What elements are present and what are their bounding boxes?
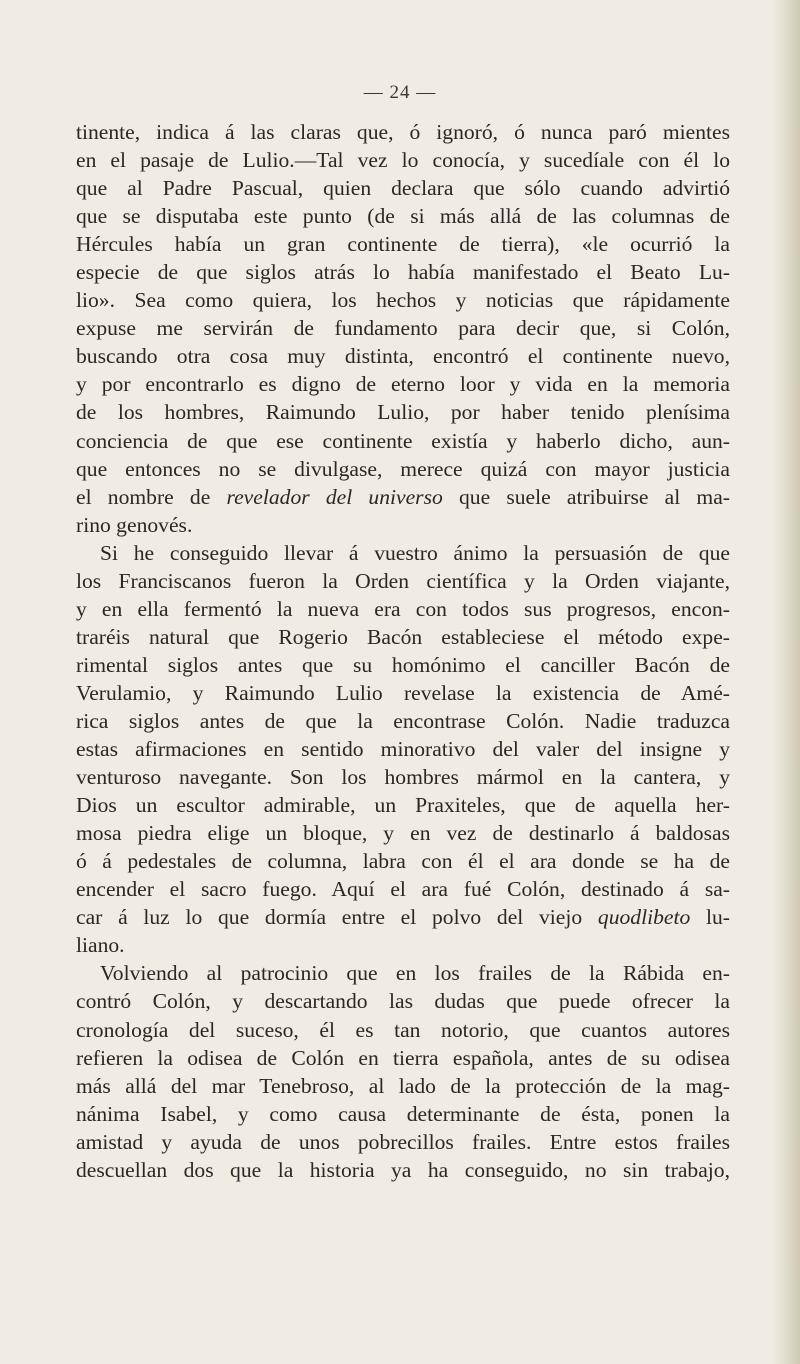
text-line: lio». Sea como quiera, los hechos y noticias que rápidamente <box>76 288 730 313</box>
text-line: que se disputaba este punto (de si más allá de las columnas de <box>76 204 730 229</box>
italic-term-revelador-del-universo: revelador del universo <box>226 484 443 509</box>
text-line <box>76 903 730 931</box>
text-line: y en ella fermentó la nueva era con todos sus progresos, encon- <box>76 596 730 621</box>
text-segment: que suele atribuirse al ma- <box>442 484 730 509</box>
text-line: Dios un escultor admirable, un Praxiteles, que de aquella her- <box>76 793 730 818</box>
text-line: expuse me servirán de fundamento para decir que, si Colón, <box>76 316 730 341</box>
text-line: especie de que siglos atrás lo había manifestado el Beato Lu- <box>76 260 730 285</box>
text-line: Verulamio, y Raimundo Lulio revelase la existencia de Amé- <box>76 680 730 705</box>
text-line: buscando otra cosa muy distinta, encontró el continente nuevo, <box>76 344 730 369</box>
text-line: contró Colón, y descartando las dudas que puede ofrecer la <box>76 989 730 1014</box>
page-number: — 24 — <box>363 82 437 103</box>
text-line: traréis natural que Rogerio Bacón estableciese el método expe- <box>76 624 730 649</box>
text-line: venturoso navegante. Son los hombres mármol en la cantera, y <box>76 765 730 790</box>
text-line: rimental siglos antes que su homónimo el canciller Bacón de <box>76 652 730 677</box>
text-line: nánima Isabel, y como causa determinante de ésta, ponen la <box>76 1101 730 1126</box>
text-segment: car á luz lo que dormía entre el polvo del viejo <box>76 905 598 930</box>
paragraph-start-line: Volviendo al patrocinio que en los frailes de la Rábida en- <box>100 961 730 986</box>
page-edge-shadow <box>772 0 800 1364</box>
text-segment: lu- <box>690 905 730 930</box>
text-line: tinente, indica á las claras que, ó ignoró, ó nunca paró mientes <box>76 120 730 144</box>
text-line <box>76 483 730 511</box>
paragraph-start-line: Si he conseguido llevar á vuestro ánimo la persuasión de que <box>100 540 730 565</box>
text-line: de los hombres, Raimundo Lulio, por haber tenido plenísima <box>76 400 730 425</box>
text-line: ó á pedestales de columna, labra con él el ara donde se ha de <box>76 849 730 874</box>
italic-term-quodlibeto: quodlibeto <box>597 905 691 930</box>
paragraph-end-line: liano. <box>76 933 125 958</box>
text-line: que al Padre Pascual, quien declara que sólo cuando advirtió <box>76 176 730 201</box>
text-line: mosa piedra elige un bloque, y en vez de destinarlo á baldosas <box>76 821 730 846</box>
text-line: los Franciscanos fueron la Orden científica y la Orden viajante, <box>76 568 730 593</box>
text-line: amistad y ayuda de unos pobrecillos frailes. Entre estos frailes <box>76 1129 730 1154</box>
text-line: descuellan dos que la historia ya ha conseguido, no sin trabajo, <box>76 1157 730 1182</box>
text-line: conciencia de que ese continente existía y haberlo dicho, aun- <box>76 428 730 453</box>
text-line: y por encontrarlo es digno de eterno loor y vida en la memoria <box>76 372 730 397</box>
paragraph-end-line: rino genovés. <box>76 512 193 537</box>
text-line: Hércules había un gran continente de tierra), «le ocurrió la <box>76 232 730 257</box>
text-line: refieren la odisea de Colón en tierra española, antes de su odisea <box>76 1045 730 1070</box>
text-line: más allá del mar Tenebroso, al lado de la protección de la mag- <box>76 1073 730 1098</box>
text-line: cronología del suceso, él es tan notorio, que cuantos autores <box>76 1017 730 1042</box>
text-line: que entonces no se divulgase, merece quizá con mayor justicia <box>76 456 730 481</box>
text-line: en el pasaje de Lulio.—Tal vez lo conocía, y sucedíale con él lo <box>76 148 730 173</box>
text-line: rica siglos antes de que la encontrase Colón. Nadie traduzca <box>76 708 730 733</box>
text-line: estas afirmaciones en sentido minorativo del valer del insigne y <box>76 737 730 762</box>
text-line: encender el sacro fuego. Aquí el ara fué Colón, destinado á sa- <box>76 877 730 902</box>
text-segment: el nombre de <box>76 484 227 509</box>
text-body <box>76 118 730 1184</box>
